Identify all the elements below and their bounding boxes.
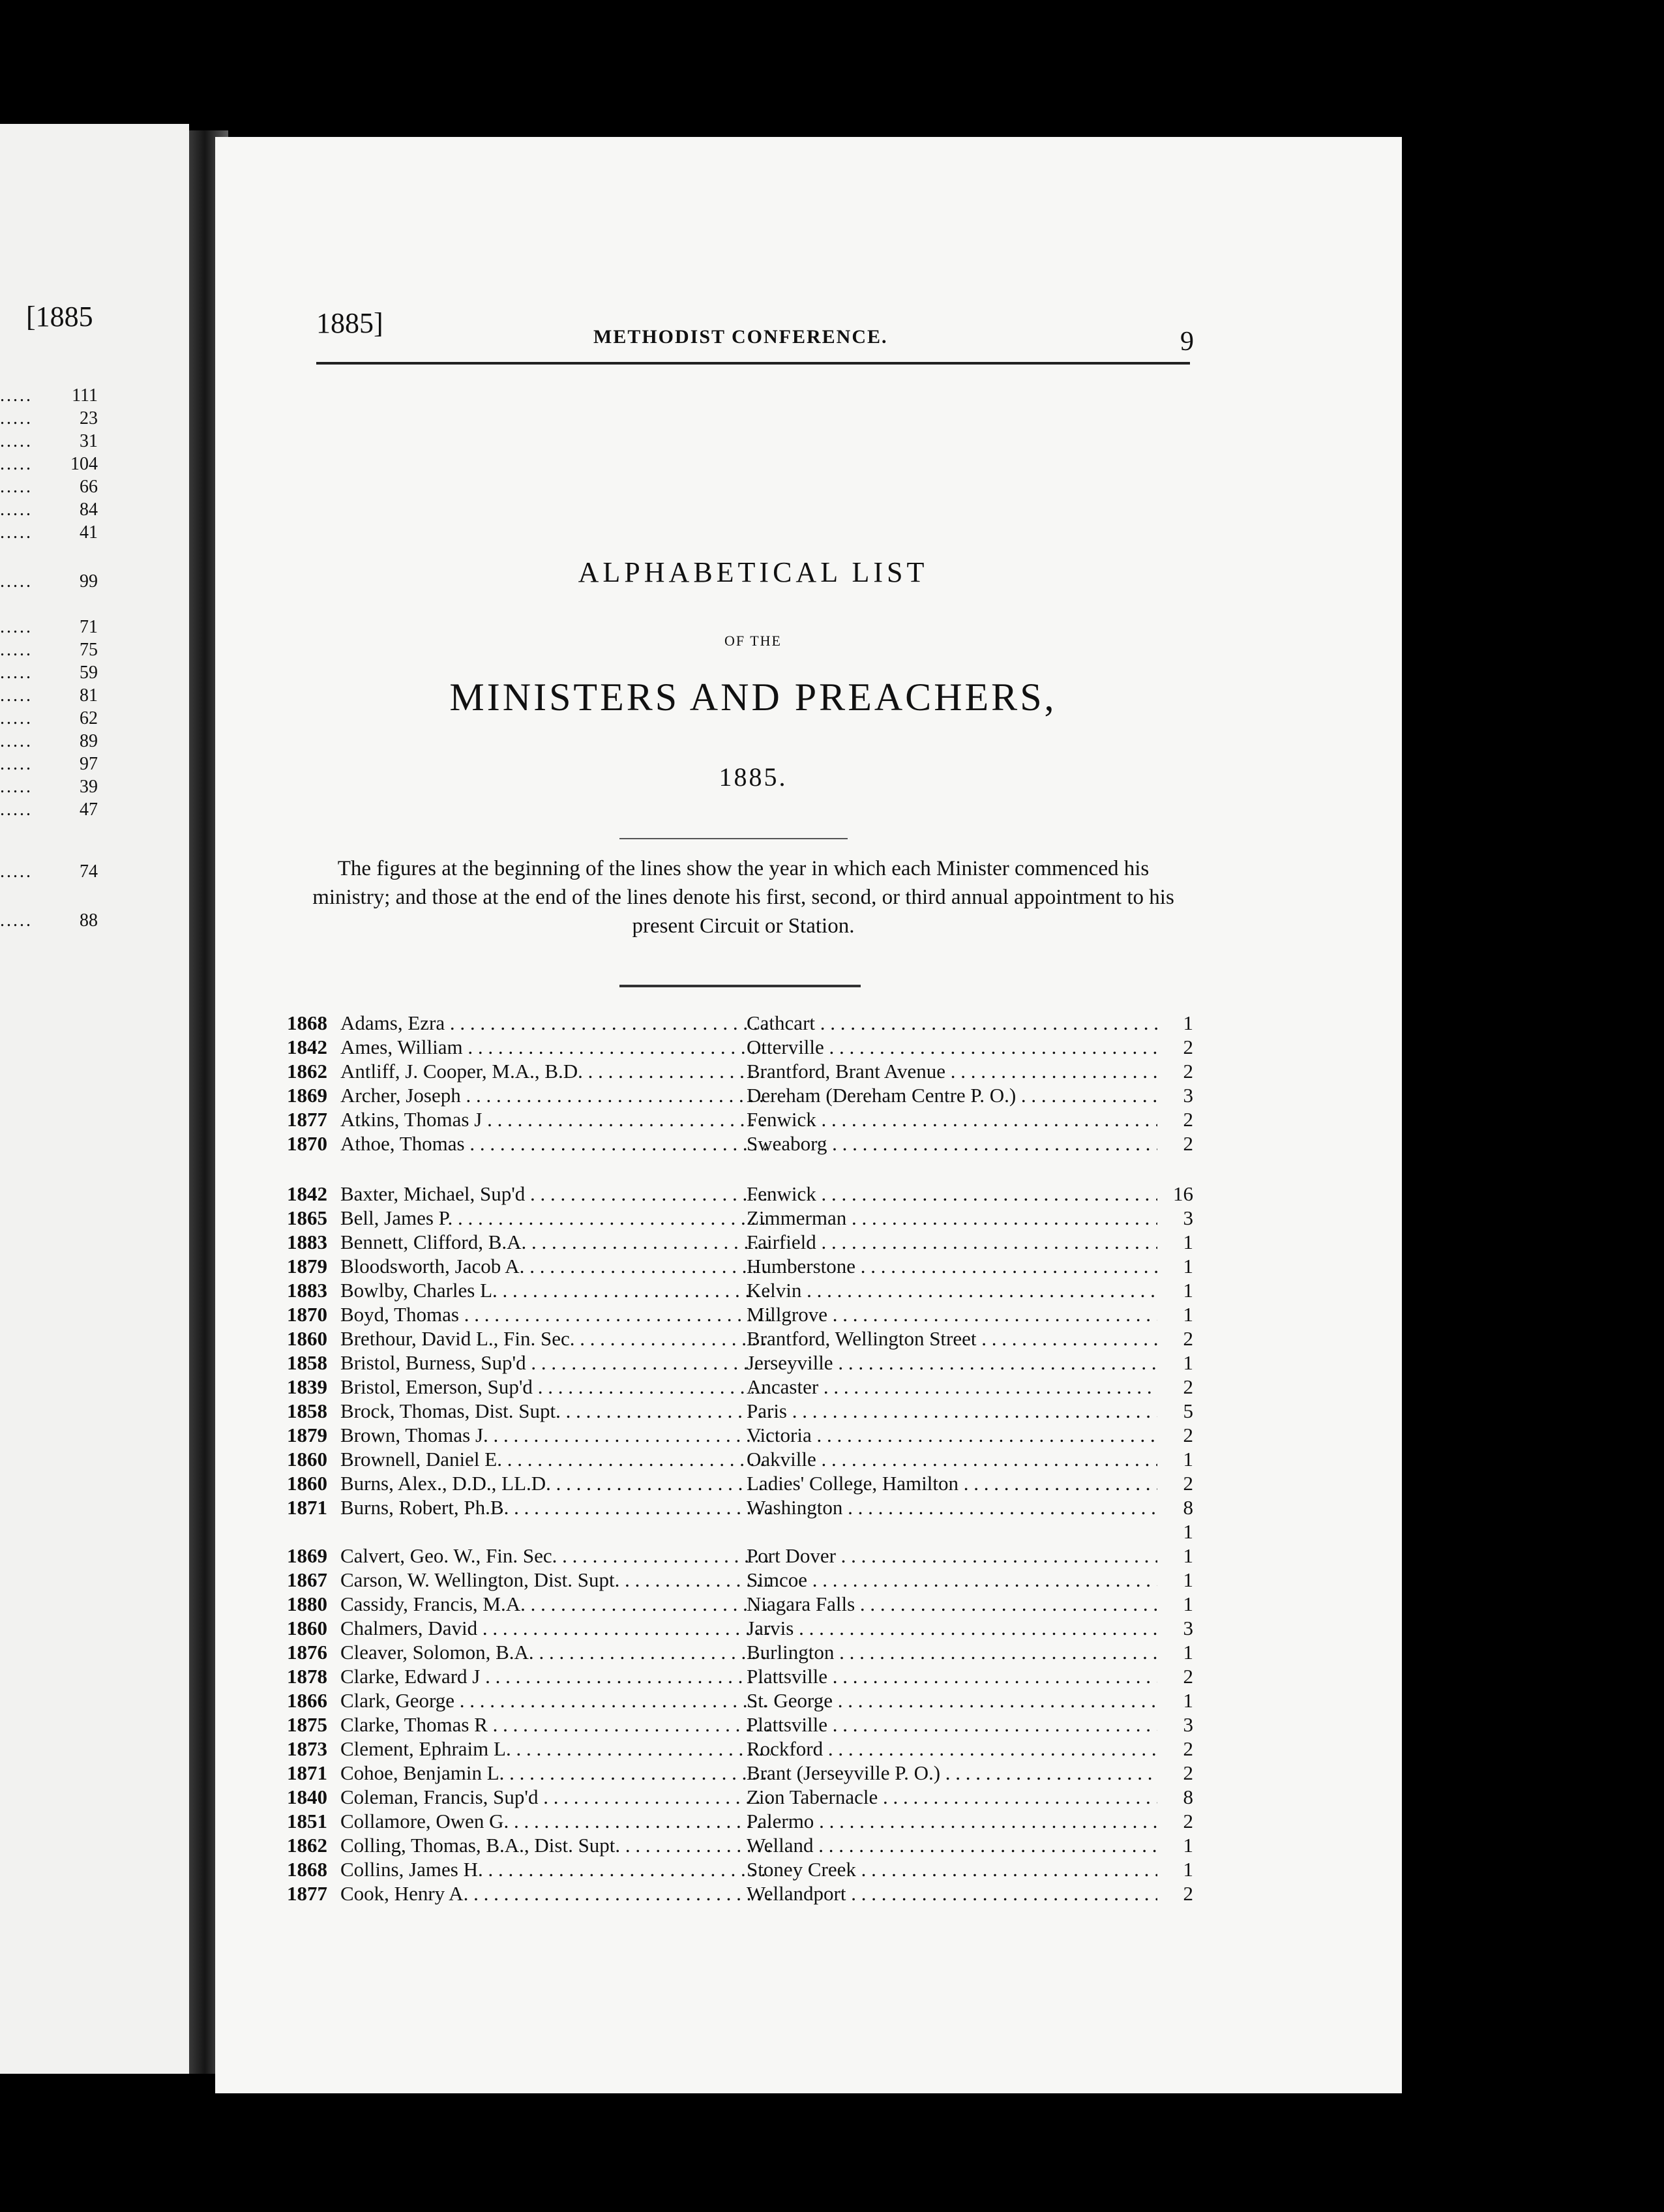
entry-circuit: Welland . . . (747, 1833, 1157, 1857)
left-page-number: ..... 75 (0, 640, 98, 660)
left-page-number: ..... 62 (0, 708, 98, 728)
entry-year: 1868 (287, 1011, 327, 1034)
left-page-number-value: 41 (80, 522, 98, 543)
entry-circuit: Victoria . . . (747, 1423, 1157, 1447)
entry-name: Calvert, Geo. W., Fin. Sec. . . . (340, 1544, 771, 1568)
minister-entry (287, 1278, 1193, 1302)
entry-appointment: 1 (1183, 1351, 1193, 1374)
entry-name: Bennett, Clifford, B.A. . . . (340, 1230, 771, 1254)
entry-name: Collins, James H. . . . (340, 1857, 771, 1881)
entry-year: 1867 (287, 1568, 327, 1591)
section-rule (619, 985, 861, 987)
entry-year: 1871 (287, 1496, 327, 1519)
left-facing-page (0, 124, 189, 2074)
left-page-number-value: 88 (80, 910, 98, 931)
entry-appointment: 2 (1183, 1424, 1193, 1446)
entry-year: 1875 (287, 1713, 327, 1736)
left-page-number-value: 89 (80, 731, 98, 751)
left-page-number-value: 75 (80, 640, 98, 660)
entry-name: Antliff, J. Cooper, M.A., B.D. . . . (340, 1059, 771, 1083)
entry-name: Cook, Henry A. . . . (340, 1881, 771, 1906)
entry-name: Burns, Alex., D.D., LL.D. . . . (340, 1471, 771, 1495)
entry-name: Clarke, Edward J . . . (340, 1664, 771, 1688)
entry-circuit: Dereham (Dereham Centre P. O.) . . . (747, 1083, 1157, 1107)
left-page-number: ..... 71 (0, 617, 98, 637)
minister-entry (287, 1107, 1193, 1131)
entry-appointment: 2 (1183, 1472, 1193, 1495)
entry-appointment: 2 (1183, 1761, 1193, 1784)
entry-name: Carson, W. Wellington, Dist. Supt. . . . (340, 1568, 771, 1592)
left-page-number-value: 81 (80, 685, 98, 706)
minister-entry (287, 1447, 1193, 1471)
left-page-number-value: 66 (80, 477, 98, 497)
entry-name: Clark, George . . . (340, 1688, 771, 1712)
entry-appointment: 1 (1183, 1568, 1193, 1591)
list-year: 1885. (719, 762, 788, 792)
minister-entry (287, 1712, 1193, 1737)
entry-year: 1851 (287, 1810, 327, 1832)
entry-name: Chalmers, David . . . (340, 1616, 771, 1640)
minister-entry (287, 1011, 1193, 1035)
entry-circuit: St. George . . . (747, 1688, 1157, 1712)
entry-appointment: 2 (1183, 1810, 1193, 1832)
entry-year: 1860 (287, 1472, 327, 1495)
left-page-number-value: 31 (80, 431, 98, 451)
left-page-number: ..... 99 (0, 571, 98, 591)
entry-circuit: Plattsville . . . (747, 1712, 1157, 1737)
entry-name: Colling, Thomas, B.A., Dist. Supt. . . . (340, 1833, 771, 1857)
entry-circuit: Fairfield . . . (747, 1230, 1157, 1254)
intro-paragraph: The figures at the beginning of the lines show the year in which each Minister commenced his ministry; and those at the end of the lines denote his first, second, or third annual appointment to his present Circuit or Station. (312, 857, 1174, 938)
entry-year: 1860 (287, 1617, 327, 1639)
entry-name: Brown, Thomas J. . . . (340, 1423, 771, 1447)
left-page-number-value: 74 (80, 861, 98, 882)
entry-year: 1839 (287, 1375, 327, 1398)
entry-circuit: Ladies' College, Hamilton . . . (747, 1471, 1157, 1495)
entry-circuit: Burlington . . . (747, 1640, 1157, 1664)
entry-appointment: 2 (1183, 1060, 1193, 1083)
entry-circuit: Sweaborg . . . (747, 1131, 1157, 1156)
minister-entry (287, 1785, 1193, 1809)
entry-year: 1877 (287, 1882, 327, 1905)
entry-circuit: Stoney Creek . . . (747, 1857, 1157, 1881)
entry-appointment: 1 (1183, 1544, 1193, 1567)
entry-year: 1879 (287, 1255, 327, 1278)
left-page-number: ..... 39 (0, 777, 98, 797)
left-page-number: ..... 66 (0, 477, 98, 497)
minister-entry (287, 1857, 1193, 1881)
entry-appointment: 1 (1183, 1255, 1193, 1278)
minister-entry (287, 1351, 1193, 1375)
left-page-number-value: 62 (80, 708, 98, 728)
left-page-number: ..... 89 (0, 731, 98, 751)
entry-circuit: Plattsville . . . (747, 1664, 1157, 1688)
entry-name: Archer, Joseph . . . (340, 1083, 771, 1107)
entry-circuit: Jerseyville . . . (747, 1351, 1157, 1375)
entry-circuit: Palermo . . . (747, 1809, 1157, 1833)
entry-year: 1862 (287, 1060, 327, 1083)
entry-appointment: 2 (1183, 1737, 1193, 1760)
entry-appointment: 1 (1183, 1834, 1193, 1857)
entry-appointment: 3 (1183, 1713, 1193, 1736)
entry-appointment: 2 (1183, 1375, 1193, 1398)
left-page-number: ..... 74 (0, 861, 98, 882)
entry-appointment: 1 (1183, 1279, 1193, 1302)
entry-circuit: Zimmerman . . . (747, 1206, 1157, 1230)
left-page-number: ..... 81 (0, 685, 98, 706)
entry-name: Bristol, Burness, Sup'd . . . (340, 1351, 771, 1375)
entry-appointment: 8 (1183, 1786, 1193, 1808)
entry-appointment: 1 (1183, 1641, 1193, 1664)
minister-entry (287, 1495, 1193, 1519)
entry-circuit: Washington . . . (747, 1495, 1157, 1519)
entry-appointment: 1 (1183, 1231, 1193, 1253)
entry-name: Brethour, David L., Fin. Sec. . . . (340, 1326, 771, 1351)
entry-circuit: Simcoe . . . (747, 1568, 1157, 1592)
entry-circuit: Fenwick . . . (747, 1182, 1157, 1206)
entry-year: 1865 (287, 1206, 327, 1229)
entry-appointment: 2 (1183, 1108, 1193, 1131)
entry-circuit: Otterville . . . (747, 1035, 1157, 1059)
entry-name: Ames, William . . . (340, 1035, 771, 1059)
entry-year: 1860 (287, 1327, 327, 1350)
list-title: ALPHABETICAL LIST (578, 556, 929, 588)
entry-appointment: 3 (1183, 1084, 1193, 1107)
entry-year: 1842 (287, 1036, 327, 1058)
entry-name: Bell, James P. . . . (340, 1206, 771, 1230)
entry-appointment: 1 (1183, 1689, 1193, 1712)
entry-year: 1840 (287, 1786, 327, 1808)
minister-entry (287, 1206, 1193, 1230)
minister-entry (287, 1326, 1193, 1351)
minister-entry (287, 1640, 1193, 1664)
minister-entry (287, 1083, 1193, 1107)
left-page-number-value: 47 (80, 800, 98, 820)
entry-circuit: Jarvis . . . (747, 1616, 1157, 1640)
entry-circuit: Kelvin . . . (747, 1278, 1157, 1302)
entry-year: 1869 (287, 1084, 327, 1107)
minister-entry (287, 1519, 1193, 1544)
entry-name: Baxter, Michael, Sup'd . . . (340, 1182, 771, 1206)
entries-group-a (287, 1011, 1193, 1156)
entry-year: 1866 (287, 1689, 327, 1712)
entry-circuit: Brantford, Brant Avenue . . . (747, 1059, 1157, 1083)
left-page-number: ..... 84 (0, 500, 98, 520)
left-page-number-value: 71 (80, 617, 98, 637)
entry-circuit: Brantford, Wellington Street . . . (747, 1326, 1157, 1351)
minister-entry (287, 1688, 1193, 1712)
entry-year: 1870 (287, 1303, 327, 1326)
header-rule (316, 362, 1190, 365)
left-page-number-value: 39 (80, 777, 98, 797)
entry-appointment: 1 (1183, 1448, 1193, 1471)
minister-entry (287, 1568, 1193, 1592)
entry-year: 1871 (287, 1761, 327, 1784)
minister-entry (287, 1616, 1193, 1640)
entry-year: 1869 (287, 1544, 327, 1567)
entry-name: Cassidy, Francis, M.A. . . . (340, 1592, 771, 1616)
entry-name: Burns, Robert, Ph.B. . . . (340, 1495, 771, 1519)
entry-circuit: Brant (Jerseyville P. O.) . . . (747, 1761, 1157, 1785)
entry-circuit: Niagara Falls . . . (747, 1592, 1157, 1616)
minister-entry (287, 1302, 1193, 1326)
running-head-year: 1885] (316, 307, 383, 339)
minister-entry (287, 1809, 1193, 1833)
entry-circuit: Humberstone . . . (747, 1254, 1157, 1278)
minister-entry (287, 1761, 1193, 1785)
entry-appointment: 16 (1173, 1182, 1193, 1205)
entry-appointment: 3 (1183, 1206, 1193, 1229)
minister-entry (287, 1737, 1193, 1761)
entry-year: 1860 (287, 1448, 327, 1471)
entry-year: 1873 (287, 1737, 327, 1760)
left-page-number: ..... 23 (0, 408, 98, 428)
left-page-number-value: 111 (72, 385, 98, 406)
minister-entry (287, 1592, 1193, 1616)
entry-name: Cleaver, Solomon, B.A. . . . (340, 1640, 771, 1664)
entry-year: 1858 (287, 1399, 327, 1422)
minister-entry (287, 1059, 1193, 1083)
page-number: 9 (1180, 327, 1194, 357)
entry-appointment: 2 (1183, 1036, 1193, 1058)
minister-entry (287, 1182, 1193, 1206)
left-page-number-value: 99 (80, 571, 98, 591)
minister-entry (287, 1471, 1193, 1495)
entry-appointment: 2 (1183, 1665, 1193, 1688)
left-page-number: ..... 59 (0, 663, 98, 683)
entry-appointment: 1 (1183, 1592, 1193, 1615)
left-page-number: ..... 41 (0, 522, 98, 543)
entry-year: 1842 (287, 1182, 327, 1205)
short-rule (619, 838, 848, 839)
entry-appointment: 2 (1183, 1327, 1193, 1350)
list-subtitle: MINISTERS AND PREACHERS, (449, 676, 1057, 719)
minister-entry (287, 1423, 1193, 1447)
entry-name: Bloodsworth, Jacob A. . . . (340, 1254, 771, 1278)
entry-name: Bowlby, Charles L. . . . (340, 1278, 771, 1302)
entry-circuit: Oakville . . . (747, 1447, 1157, 1471)
entry-appointment: 1 (1183, 1520, 1193, 1543)
entry-circuit: Wellandport . . . (747, 1881, 1157, 1906)
entries-group-c (287, 1544, 1193, 1906)
entries-group-b (287, 1182, 1193, 1544)
entry-year: 1880 (287, 1592, 327, 1615)
entry-year: 1862 (287, 1834, 327, 1857)
entry-year: 1878 (287, 1665, 327, 1688)
entry-circuit: Zion Tabernacle . . . (747, 1785, 1157, 1809)
entry-circuit: Millgrove . . . (747, 1302, 1157, 1326)
left-page-number: ..... 97 (0, 754, 98, 774)
minister-entry (287, 1131, 1193, 1156)
left-page-number: ..... 31 (0, 431, 98, 451)
left-page-number-value: 104 (70, 454, 98, 474)
entry-name: Cohoe, Benjamin L. . . . (340, 1761, 771, 1785)
minister-entry (287, 1254, 1193, 1278)
entry-name: Coleman, Francis, Sup'd . . . (340, 1785, 771, 1809)
entry-year: 1877 (287, 1108, 327, 1131)
entry-name: Atkins, Thomas J . . . (340, 1107, 771, 1131)
entry-circuit: Port Dover . . . (747, 1544, 1157, 1568)
minister-entry (287, 1230, 1193, 1254)
entry-appointment: 5 (1183, 1399, 1193, 1422)
entry-year: 1876 (287, 1641, 327, 1664)
list-title-of-the: OF THE (724, 633, 782, 649)
minister-entry (287, 1399, 1193, 1423)
entry-circuit: Paris . . . (747, 1399, 1157, 1423)
left-page-number: ..... 111 (0, 385, 98, 406)
left-page-number: ..... 104 (0, 454, 98, 474)
entry-circuit: Ancaster . . . (747, 1375, 1157, 1399)
entry-year: 1883 (287, 1279, 327, 1302)
entry-year: 1858 (287, 1351, 327, 1374)
entry-circuit: Fenwick . . . (747, 1107, 1157, 1131)
entry-appointment: 3 (1183, 1617, 1193, 1639)
left-page-number-value: 23 (80, 408, 98, 428)
running-head-title: METHODIST CONFERENCE. (593, 326, 888, 348)
entry-appointment: 1 (1183, 1303, 1193, 1326)
entry-appointment: 1 (1183, 1011, 1193, 1034)
minister-entry (287, 1664, 1193, 1688)
minister-entry (287, 1833, 1193, 1857)
left-page-number: ..... 47 (0, 800, 98, 820)
entry-appointment: 8 (1183, 1496, 1193, 1519)
minister-entry (287, 1881, 1193, 1906)
minister-entry (287, 1375, 1193, 1399)
left-page-number: ..... 88 (0, 910, 98, 931)
entry-circuit: Rockford . . . (747, 1737, 1157, 1761)
entry-name: Collamore, Owen G. . . . (340, 1809, 771, 1833)
entry-year: 1868 (287, 1858, 327, 1881)
entry-name: Boyd, Thomas . . . (340, 1302, 771, 1326)
entry-name: Athoe, Thomas . . . (340, 1131, 771, 1156)
entry-name: Brock, Thomas, Dist. Supt. . . . (340, 1399, 771, 1423)
entry-appointment: 1 (1183, 1858, 1193, 1881)
minister-entry (287, 1035, 1193, 1059)
entry-year: 1870 (287, 1132, 327, 1155)
left-page-number-value: 84 (80, 500, 98, 520)
entry-year: 1879 (287, 1424, 327, 1446)
left-page-header: [1885 (26, 301, 93, 333)
entry-circuit: Cathcart . . . (747, 1011, 1157, 1035)
minister-entry (287, 1544, 1193, 1568)
entry-name: Adams, Ezra . . . (340, 1011, 771, 1035)
entry-name: Brownell, Daniel E. . . . (340, 1447, 771, 1471)
entry-name: Clarke, Thomas R . . . (340, 1712, 771, 1737)
left-page-number-value: 97 (80, 754, 98, 774)
entry-year: 1883 (287, 1231, 327, 1253)
entry-appointment: 2 (1183, 1132, 1193, 1155)
entry-name: Clement, Ephraim L. . . . (340, 1737, 771, 1761)
entry-appointment: 2 (1183, 1882, 1193, 1905)
left-page-number-value: 59 (80, 663, 98, 683)
entry-name: Bristol, Emerson, Sup'd . . . (340, 1375, 771, 1399)
